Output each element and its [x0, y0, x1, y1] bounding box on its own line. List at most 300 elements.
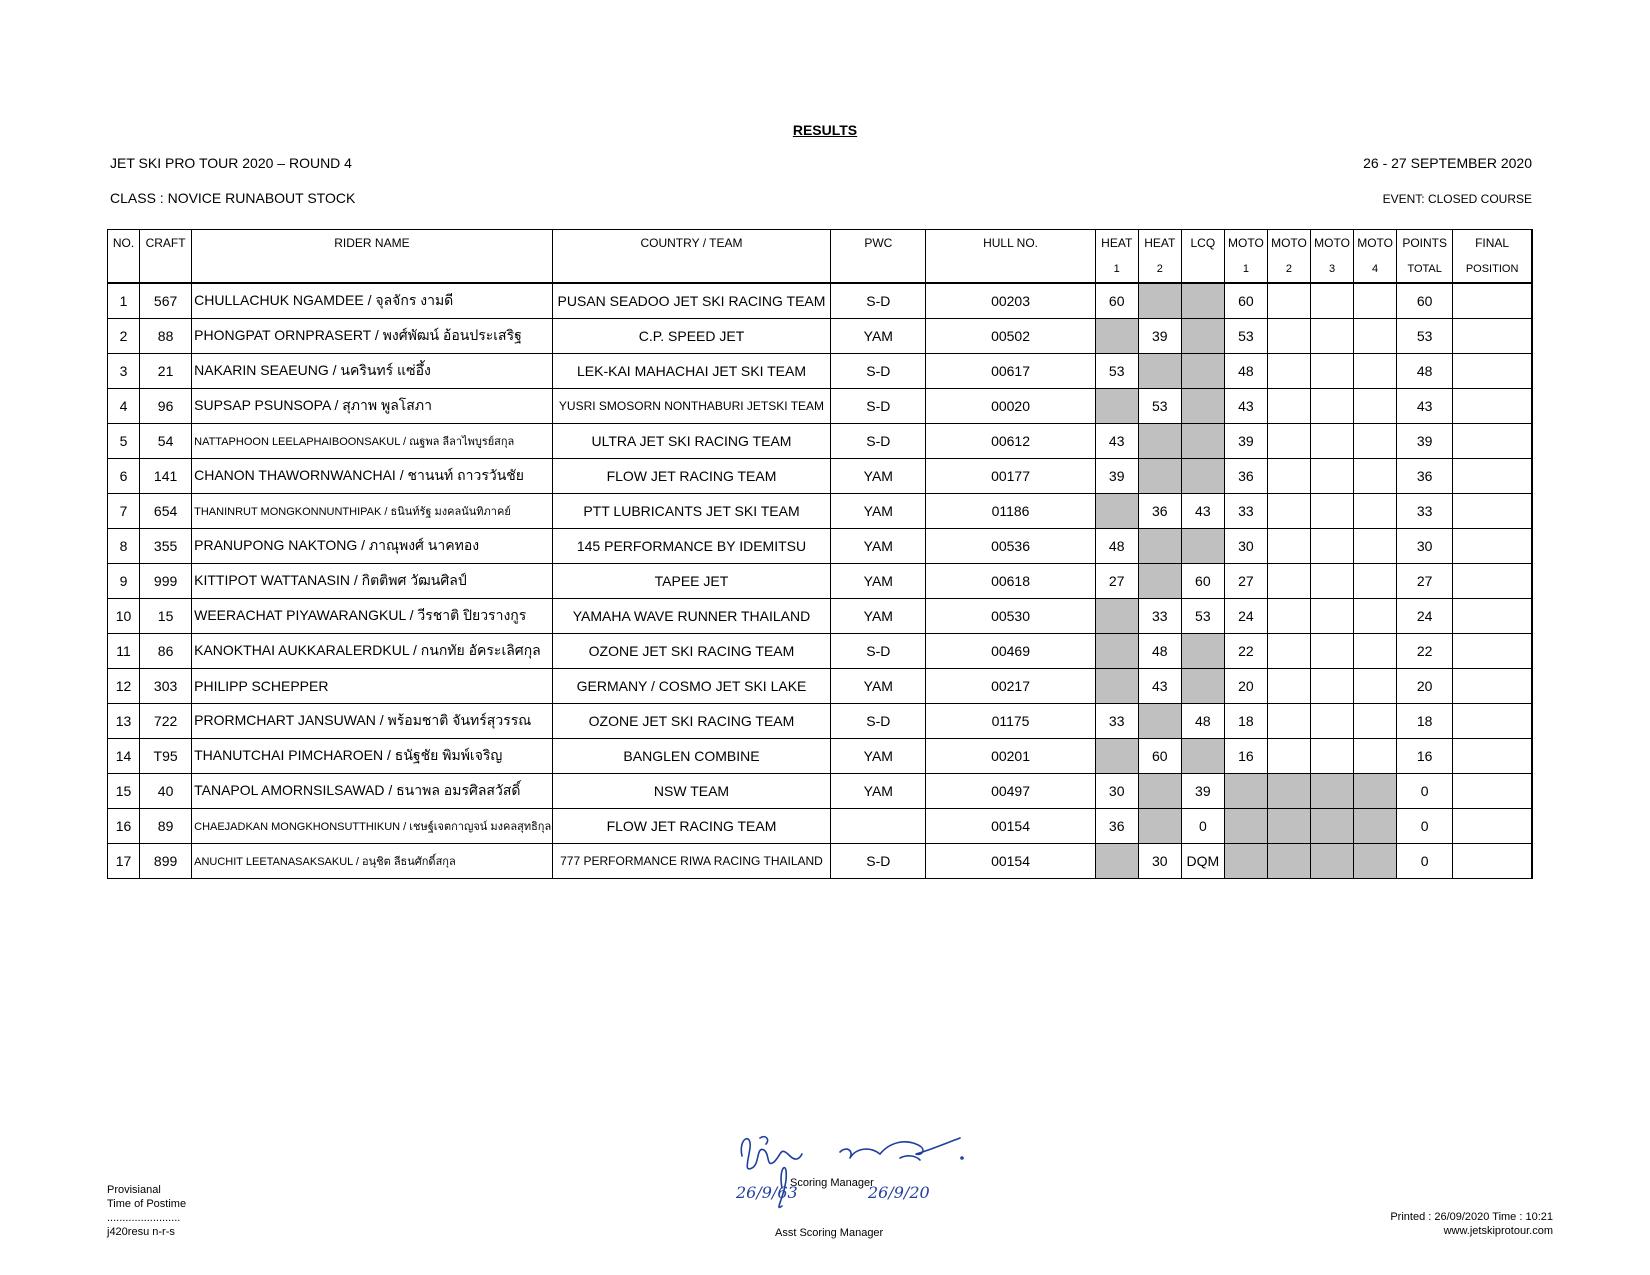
footer-left: [107, 1183, 186, 1239]
cell-no: 11: [108, 634, 140, 669]
cell-moto3: [1311, 669, 1354, 704]
cell-moto3: [1311, 599, 1354, 634]
cell-craft: 722: [140, 704, 192, 739]
cell-rider: NATTAPHOON LEELAPHAIBOONSAKUL / ณฐพล ลีลาไพบูรย์สกุล: [192, 424, 553, 459]
cell-heat2: [1138, 459, 1181, 494]
cell-team: PTT LUBRICANTS JET SKI TEAM: [552, 494, 830, 529]
cell-moto4: [1354, 564, 1397, 599]
results-body: [108, 283, 1533, 879]
cell-craft: T95: [140, 739, 192, 774]
header-final: FINAL: [1453, 230, 1532, 257]
cell-moto4: [1354, 844, 1397, 879]
cell-points: 60: [1397, 283, 1453, 319]
table-row: [108, 424, 1533, 459]
header-moto1-num: 1: [1224, 256, 1267, 283]
cell-heat1: [1095, 634, 1138, 669]
cell-craft: 86: [140, 634, 192, 669]
cell-moto2: [1267, 634, 1310, 669]
scoring-manager-label: Scoring Manager: [790, 1177, 874, 1189]
cell-rider: PHONGPAT ORNPRASERT / พงศ์พัฒน์ อ้อนประเสริฐ: [192, 319, 553, 354]
cell-heat1: 43: [1095, 424, 1138, 459]
table-row: [108, 809, 1533, 844]
header-pwc-sub: [831, 256, 926, 283]
cell-rider: CHANON THAWORNWANCHAI / ชานนท์ ถาวรวันชัย: [192, 459, 553, 494]
cell-heat1: 48: [1095, 529, 1138, 564]
header-rider-sub: [192, 256, 553, 283]
header-heat2: HEAT: [1138, 230, 1181, 257]
cell-moto1: 60: [1224, 283, 1267, 319]
cell-heat2: 53: [1138, 389, 1181, 424]
cell-heat2: 30: [1138, 844, 1181, 879]
header-no: NO.: [108, 230, 140, 257]
cell-points: 24: [1397, 599, 1453, 634]
print-info: [1390, 1210, 1553, 1238]
cell-points: 43: [1397, 389, 1453, 424]
cell-moto2: [1267, 564, 1310, 599]
cell-heat2: [1138, 529, 1181, 564]
cell-moto2: [1267, 529, 1310, 564]
cell-hull: 00154: [926, 844, 1095, 879]
cell-team: YAMAHA WAVE RUNNER THAILAND: [552, 599, 830, 634]
table-row: [108, 634, 1533, 669]
header-moto4: MOTO: [1354, 230, 1397, 257]
header-lcq-sub: [1181, 256, 1224, 283]
cell-moto3: [1311, 424, 1354, 459]
cell-moto2: [1267, 319, 1310, 354]
cell-pwc: S-D: [831, 283, 926, 319]
cell-hull: 00502: [926, 319, 1095, 354]
cell-final: [1453, 529, 1532, 564]
cell-moto1: 16: [1224, 739, 1267, 774]
cell-moto1: 43: [1224, 389, 1267, 424]
cell-heat2: 33: [1138, 599, 1181, 634]
cell-craft: 40: [140, 774, 192, 809]
cell-pwc: S-D: [831, 634, 926, 669]
table-row: [108, 564, 1533, 599]
cell-team: GERMANY / COSMO JET SKI LAKE: [552, 669, 830, 704]
cell-moto4: [1354, 424, 1397, 459]
cell-moto2: [1267, 844, 1310, 879]
cell-lcq: 53: [1181, 599, 1224, 634]
cell-no: 1: [108, 283, 140, 319]
cell-moto4: [1354, 319, 1397, 354]
cell-hull: 00020: [926, 389, 1095, 424]
cell-lcq: [1181, 424, 1224, 459]
cell-moto4: [1354, 704, 1397, 739]
printed-timestamp: Printed : 26/09/2020 Time : 10:21: [1390, 1211, 1553, 1223]
cell-heat2: 39: [1138, 319, 1181, 354]
cell-moto4: [1354, 389, 1397, 424]
cell-no: 7: [108, 494, 140, 529]
cell-moto3: [1311, 319, 1354, 354]
cell-hull: 00201: [926, 739, 1095, 774]
cell-final: [1453, 354, 1532, 389]
cell-team: FLOW JET RACING TEAM: [552, 809, 830, 844]
table-row: [108, 494, 1533, 529]
cell-pwc: YAM: [831, 774, 926, 809]
cell-pwc: S-D: [831, 424, 926, 459]
cell-craft: 15: [140, 599, 192, 634]
header-lcq: LCQ: [1181, 230, 1224, 257]
cell-craft: 303: [140, 669, 192, 704]
cell-heat2: 36: [1138, 494, 1181, 529]
cell-craft: 999: [140, 564, 192, 599]
cell-hull: 00497: [926, 774, 1095, 809]
cell-moto1: [1224, 844, 1267, 879]
cell-lcq: 48: [1181, 704, 1224, 739]
cell-rider: NAKARIN SEAEUNG / นครินทร์ แซ่อึ้ง: [192, 354, 553, 389]
cell-heat1: 33: [1095, 704, 1138, 739]
cell-points: 0: [1397, 774, 1453, 809]
cell-rider: ANUCHIT LEETANASAKSAKUL / อนุชิต ลีธนศักดิ์สกุล: [192, 844, 553, 879]
cell-craft: 88: [140, 319, 192, 354]
cell-points: 53: [1397, 319, 1453, 354]
cell-moto3: [1311, 739, 1354, 774]
cell-moto4: [1354, 494, 1397, 529]
cell-rider: THANUTCHAI PIMCHAROEN / ธนัฐชัย พิมพ์เจริญ: [192, 739, 553, 774]
cell-points: 18: [1397, 704, 1453, 739]
cell-moto2: [1267, 494, 1310, 529]
cell-heat2: [1138, 809, 1181, 844]
cell-heat2: [1138, 774, 1181, 809]
cell-pwc: S-D: [831, 389, 926, 424]
cell-heat1: [1095, 319, 1138, 354]
cell-heat2: [1138, 564, 1181, 599]
cell-lcq: 43: [1181, 494, 1224, 529]
cell-team: NSW TEAM: [552, 774, 830, 809]
cell-hull: 00203: [926, 283, 1095, 319]
cell-points: 48: [1397, 354, 1453, 389]
header-heat2-num: 2: [1138, 256, 1181, 283]
cell-pwc: YAM: [831, 739, 926, 774]
table-row: [108, 283, 1533, 319]
header-moto2: MOTO: [1267, 230, 1310, 257]
header-moto3: MOTO: [1311, 230, 1354, 257]
cell-no: 3: [108, 354, 140, 389]
header-heat1-num: 1: [1095, 256, 1138, 283]
cell-moto1: 48: [1224, 354, 1267, 389]
cell-moto3: [1311, 634, 1354, 669]
cell-no: 2: [108, 319, 140, 354]
cell-final: [1453, 774, 1532, 809]
cell-lcq: [1181, 529, 1224, 564]
cell-team: OZONE JET SKI RACING TEAM: [552, 704, 830, 739]
header-hull: HULL NO.: [926, 230, 1095, 257]
cell-moto1: 39: [1224, 424, 1267, 459]
cell-rider: KANOKTHAI AUKKARALERDKUL / กนกทัย อัคระเลิศกุล: [192, 634, 553, 669]
cell-heat1: [1095, 494, 1138, 529]
cell-lcq: [1181, 354, 1224, 389]
cell-moto2: [1267, 704, 1310, 739]
cell-moto4: [1354, 283, 1397, 319]
cell-moto2: [1267, 739, 1310, 774]
cell-heat2: 60: [1138, 739, 1181, 774]
cell-lcq: [1181, 283, 1224, 319]
cell-hull: 00618: [926, 564, 1095, 599]
header-moto3-num: 3: [1311, 256, 1354, 283]
cell-points: 33: [1397, 494, 1453, 529]
table-row: [108, 319, 1533, 354]
cell-moto1: 53: [1224, 319, 1267, 354]
cell-team: ULTRA JET SKI RACING TEAM: [552, 424, 830, 459]
cell-lcq: [1181, 634, 1224, 669]
header-moto2-num: 2: [1267, 256, 1310, 283]
cell-craft: 54: [140, 424, 192, 459]
cell-heat2: [1138, 354, 1181, 389]
table-row: [108, 669, 1533, 704]
cell-points: 20: [1397, 669, 1453, 704]
cell-rider: PHILIPP SCHEPPER: [192, 669, 553, 704]
cell-moto3: [1311, 809, 1354, 844]
cell-craft: 89: [140, 809, 192, 844]
header-rider: RIDER NAME: [192, 230, 553, 257]
cell-team: LEK-KAI MAHACHAI JET SKI TEAM: [552, 354, 830, 389]
cell-lcq: [1181, 389, 1224, 424]
table-row: [108, 774, 1533, 809]
cell-final: [1453, 494, 1532, 529]
cell-final: [1453, 424, 1532, 459]
cell-final: [1453, 739, 1532, 774]
cell-points: 16: [1397, 739, 1453, 774]
table-row: [108, 354, 1533, 389]
cell-moto3: [1311, 459, 1354, 494]
provisional-label: Provisianal: [107, 1184, 161, 1196]
cell-heat1: [1095, 844, 1138, 879]
cell-pwc: YAM: [831, 459, 926, 494]
cell-moto1: 30: [1224, 529, 1267, 564]
asst-scoring-manager-label: Asst Scoring Manager: [775, 1227, 884, 1239]
cell-hull: 01175: [926, 704, 1095, 739]
cell-final: [1453, 319, 1532, 354]
cell-heat2: [1138, 424, 1181, 459]
header-hull-sub: [926, 256, 1095, 283]
header-pwc: PWC: [831, 230, 926, 257]
cell-no: 14: [108, 739, 140, 774]
cell-pwc: S-D: [831, 704, 926, 739]
cell-moto4: [1354, 599, 1397, 634]
header-heat1: HEAT: [1095, 230, 1138, 257]
cell-no: 9: [108, 564, 140, 599]
cell-heat1: 36: [1095, 809, 1138, 844]
cell-heat2: 43: [1138, 669, 1181, 704]
cell-final: [1453, 844, 1532, 879]
cell-moto4: [1354, 459, 1397, 494]
cell-lcq: [1181, 669, 1224, 704]
cell-moto2: [1267, 459, 1310, 494]
cell-moto3: [1311, 283, 1354, 319]
table-row: [108, 844, 1533, 879]
website-url: www.jetskiprotour.com: [1443, 1225, 1553, 1237]
cell-lcq: [1181, 739, 1224, 774]
cell-pwc: YAM: [831, 529, 926, 564]
cell-hull: 00177: [926, 459, 1095, 494]
cell-final: [1453, 564, 1532, 599]
cell-moto1: 27: [1224, 564, 1267, 599]
cell-craft: 355: [140, 529, 192, 564]
cell-hull: 00530: [926, 599, 1095, 634]
cell-points: 0: [1397, 809, 1453, 844]
cell-no: 5: [108, 424, 140, 459]
header-team: COUNTRY / TEAM: [552, 230, 830, 257]
cell-moto3: [1311, 389, 1354, 424]
cell-heat1: 39: [1095, 459, 1138, 494]
header-craft-sub: [140, 256, 192, 283]
cell-moto2: [1267, 424, 1310, 459]
table-row: [108, 459, 1533, 494]
table-row: [108, 529, 1533, 564]
cell-heat1: [1095, 739, 1138, 774]
cell-rider: KITTIPOT WATTANASIN / กิตติพศ วัฒนศิลป์: [192, 564, 553, 599]
header-final-position: POSITION: [1453, 256, 1532, 283]
time-of-postime-label: Time of Postime: [107, 1198, 187, 1210]
header-moto4-num: 4: [1354, 256, 1397, 283]
cell-rider: CHAEJADKAN MONGKHONSUTTHIKUN / เชษฐ์เจตกาญจน์ มงคลสุทธิกุล: [192, 809, 553, 844]
cell-moto2: [1267, 669, 1310, 704]
cell-no: 16: [108, 809, 140, 844]
cell-craft: 96: [140, 389, 192, 424]
cell-final: [1453, 809, 1532, 844]
cell-moto3: [1311, 494, 1354, 529]
cell-moto2: [1267, 809, 1310, 844]
cell-hull: 00217: [926, 669, 1095, 704]
table-row: [108, 704, 1533, 739]
cell-no: 17: [108, 844, 140, 879]
cell-team: PUSAN SEADOO JET SKI RACING TEAM: [552, 283, 830, 319]
cell-hull: 00617: [926, 354, 1095, 389]
cell-no: 4: [108, 389, 140, 424]
cell-team: TAPEE JET: [552, 564, 830, 599]
cell-lcq: [1181, 319, 1224, 354]
event-dates: 26 - 27 SEPTEMBER 2020: [1363, 155, 1532, 171]
cell-no: 15: [108, 774, 140, 809]
cell-heat2: 48: [1138, 634, 1181, 669]
cell-moto4: [1354, 529, 1397, 564]
report-code: j420resu n-r-s: [107, 1226, 175, 1238]
cell-moto4: [1354, 809, 1397, 844]
cell-points: 30: [1397, 529, 1453, 564]
cell-rider: PRANUPONG NAKTONG / ภาณุพงศ์ นาคทอง: [192, 529, 553, 564]
cell-no: 10: [108, 599, 140, 634]
cell-points: 36: [1397, 459, 1453, 494]
cell-points: 39: [1397, 424, 1453, 459]
event-name: JET SKI PRO TOUR 2020 – ROUND 4: [110, 155, 352, 171]
header-no-sub: [108, 256, 140, 283]
cell-no: 6: [108, 459, 140, 494]
cell-rider: SUPSAP PSUNSOPA / สุภาพ พูลโสภา: [192, 389, 553, 424]
class-label: CLASS : NOVICE RUNABOUT STOCK: [110, 190, 356, 206]
cell-final: [1453, 669, 1532, 704]
cell-moto3: [1311, 774, 1354, 809]
cell-team: BANGLEN COMBINE: [552, 739, 830, 774]
event-type: EVENT: CLOSED COURSE: [1382, 192, 1532, 206]
cell-team: 777 PERFORMANCE RIWA RACING THAILAND: [552, 844, 830, 879]
cell-points: 0: [1397, 844, 1453, 879]
header-points-total: TOTAL: [1397, 256, 1453, 283]
cell-rider: THANINRUT MONGKONNUNTHIPAK / ธนินท์รัฐ มงคลนันทิภาคย์: [192, 494, 553, 529]
cell-craft: 141: [140, 459, 192, 494]
cell-craft: 567: [140, 283, 192, 319]
results-table: [107, 229, 1533, 879]
cell-craft: 21: [140, 354, 192, 389]
cell-heat1: [1095, 669, 1138, 704]
cell-moto4: [1354, 669, 1397, 704]
cell-heat2: [1138, 704, 1181, 739]
cell-heat1: 30: [1095, 774, 1138, 809]
cell-pwc: YAM: [831, 494, 926, 529]
cell-moto4: [1354, 739, 1397, 774]
cell-moto1: 36: [1224, 459, 1267, 494]
cell-lcq: 39: [1181, 774, 1224, 809]
cell-team: FLOW JET RACING TEAM: [552, 459, 830, 494]
cell-rider: TANAPOL AMORNSILSAWAD / ธนาพล อมรศิลสวัสดิ์: [192, 774, 553, 809]
cell-heat1: [1095, 599, 1138, 634]
cell-moto4: [1354, 774, 1397, 809]
cell-pwc: S-D: [831, 844, 926, 879]
cell-moto1: 24: [1224, 599, 1267, 634]
cell-moto2: [1267, 774, 1310, 809]
cell-no: 8: [108, 529, 140, 564]
cell-moto2: [1267, 354, 1310, 389]
header-craft: CRAFT: [140, 230, 192, 257]
cell-no: 13: [108, 704, 140, 739]
cell-lcq: 60: [1181, 564, 1224, 599]
cell-pwc: YAM: [831, 319, 926, 354]
cell-pwc: YAM: [831, 564, 926, 599]
cell-final: [1453, 389, 1532, 424]
cell-moto3: [1311, 354, 1354, 389]
cell-moto3: [1311, 704, 1354, 739]
cell-pwc: YAM: [831, 669, 926, 704]
cell-hull: 00536: [926, 529, 1095, 564]
cell-points: 27: [1397, 564, 1453, 599]
table-row: [108, 739, 1533, 774]
cell-craft: 899: [140, 844, 192, 879]
cell-hull: 00612: [926, 424, 1095, 459]
cell-heat2: [1138, 283, 1181, 319]
cell-moto3: [1311, 564, 1354, 599]
cell-moto1: [1224, 809, 1267, 844]
signature-image: [730, 1128, 970, 1223]
cell-rider: WEERACHAT PIYAWARANGKUL / วีรชาติ ปิยวรางกูร: [192, 599, 553, 634]
cell-heat1: 60: [1095, 283, 1138, 319]
table-row: [108, 599, 1533, 634]
page-title: RESULTS: [792, 122, 858, 138]
cell-pwc: [831, 809, 926, 844]
cell-team: 145 PERFORMANCE BY IDEMITSU: [552, 529, 830, 564]
postime-dots: ........................: [107, 1212, 181, 1224]
cell-points: 22: [1397, 634, 1453, 669]
cell-final: [1453, 599, 1532, 634]
cell-moto2: [1267, 599, 1310, 634]
cell-lcq: DQM: [1181, 844, 1224, 879]
cell-moto2: [1267, 389, 1310, 424]
cell-moto1: 33: [1224, 494, 1267, 529]
cell-heat1: 27: [1095, 564, 1138, 599]
cell-moto2: [1267, 283, 1310, 319]
cell-craft: 654: [140, 494, 192, 529]
cell-hull: 00154: [926, 809, 1095, 844]
cell-team: C.P. SPEED JET: [552, 319, 830, 354]
cell-moto1: 22: [1224, 634, 1267, 669]
cell-moto3: [1311, 529, 1354, 564]
cell-rider: PRORMCHART JANSUWAN / พร้อมชาติ จันทร์สุวรรณ: [192, 704, 553, 739]
cell-lcq: 0: [1181, 809, 1224, 844]
cell-final: [1453, 704, 1532, 739]
cell-final: [1453, 634, 1532, 669]
cell-rider: CHULLACHUK NGAMDEE / จุลจักร งามดี: [192, 283, 553, 319]
cell-moto1: [1224, 774, 1267, 809]
header-points: POINTS: [1397, 230, 1453, 257]
